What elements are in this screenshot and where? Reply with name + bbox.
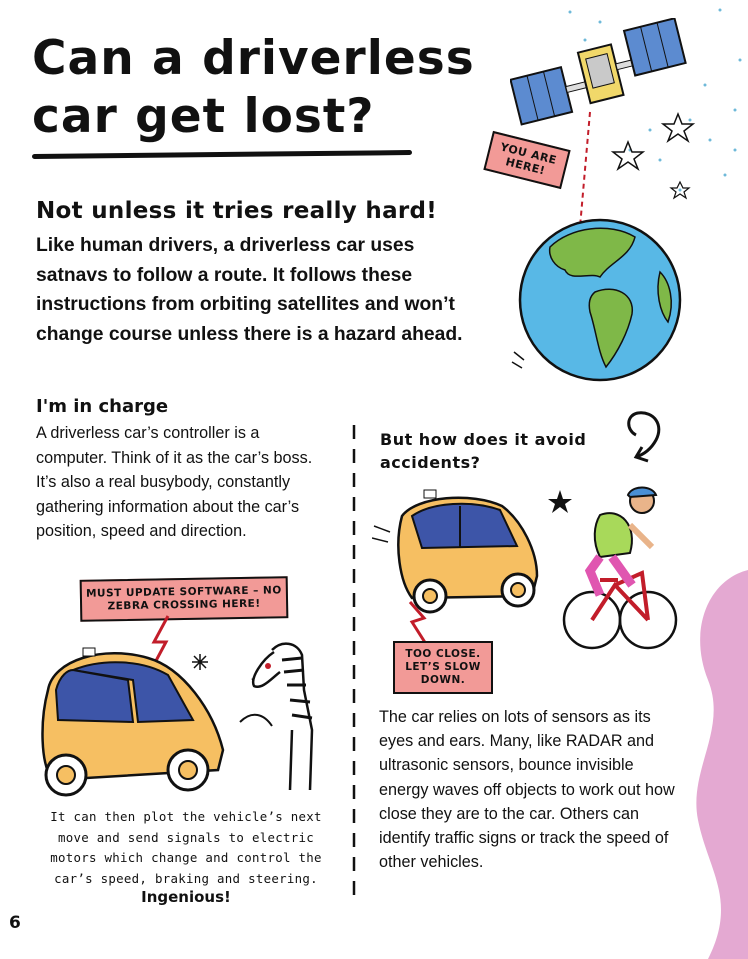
charge-heading: I'm in charge (36, 396, 169, 417)
page-number: 6 (9, 913, 21, 933)
column-divider (352, 425, 356, 905)
zebra-icon (232, 630, 332, 800)
software-callout: MUST UPDATE SOFTWARE – NO ZEBRA CROSSING HERE! (80, 576, 289, 622)
curly-arrow-icon (606, 405, 676, 467)
plot-paragraph: It can then plot the vehicle’s next move and send signals to electric motors which change and control the car’s speed, braking and steering. (50, 809, 322, 886)
section-subtitle: Not unless it tries really hard! (36, 198, 438, 224)
driverless-car-icon (372, 486, 547, 614)
earth-icon (510, 212, 690, 387)
sensors-paragraph: The car relies on lots of sensors as its eyes and ears. Many, like RADAR and ultrasonic sensors, bounce invisible energy waves off objects to work out how close they are to the car. Others can identify traffic signs or track the speed of other vehicles. (379, 708, 675, 872)
charge-paragraph: A driverless car’s controller is a computer. Think of it as the car’s boss. It’s also a real busybody, constantly gathering information about the car’s position, speed and direction. (36, 424, 313, 541)
title-underline (32, 150, 412, 159)
star-icon (610, 110, 700, 200)
star-icon (192, 654, 208, 670)
intro-paragraph: Like human drivers, a driverless car uses satnavs to follow a route. It follows these instructions from orbiting satellites and won’t change course unless there is a hazard ahead. (36, 235, 463, 345)
pink-blob-decoration (688, 570, 748, 959)
too-close-callout: TOO CLOSE. LET’S SLOW DOWN. (393, 641, 493, 694)
page-title: Can a driverless car get lost? (32, 31, 475, 144)
accidents-heading: But how does it avoid accidents? (380, 430, 587, 472)
cyclist-icon (560, 485, 680, 665)
you-are-here-callout: YOU ARE HERE! (483, 131, 570, 189)
ingenious-exclamation: Ingenious! (141, 888, 231, 906)
